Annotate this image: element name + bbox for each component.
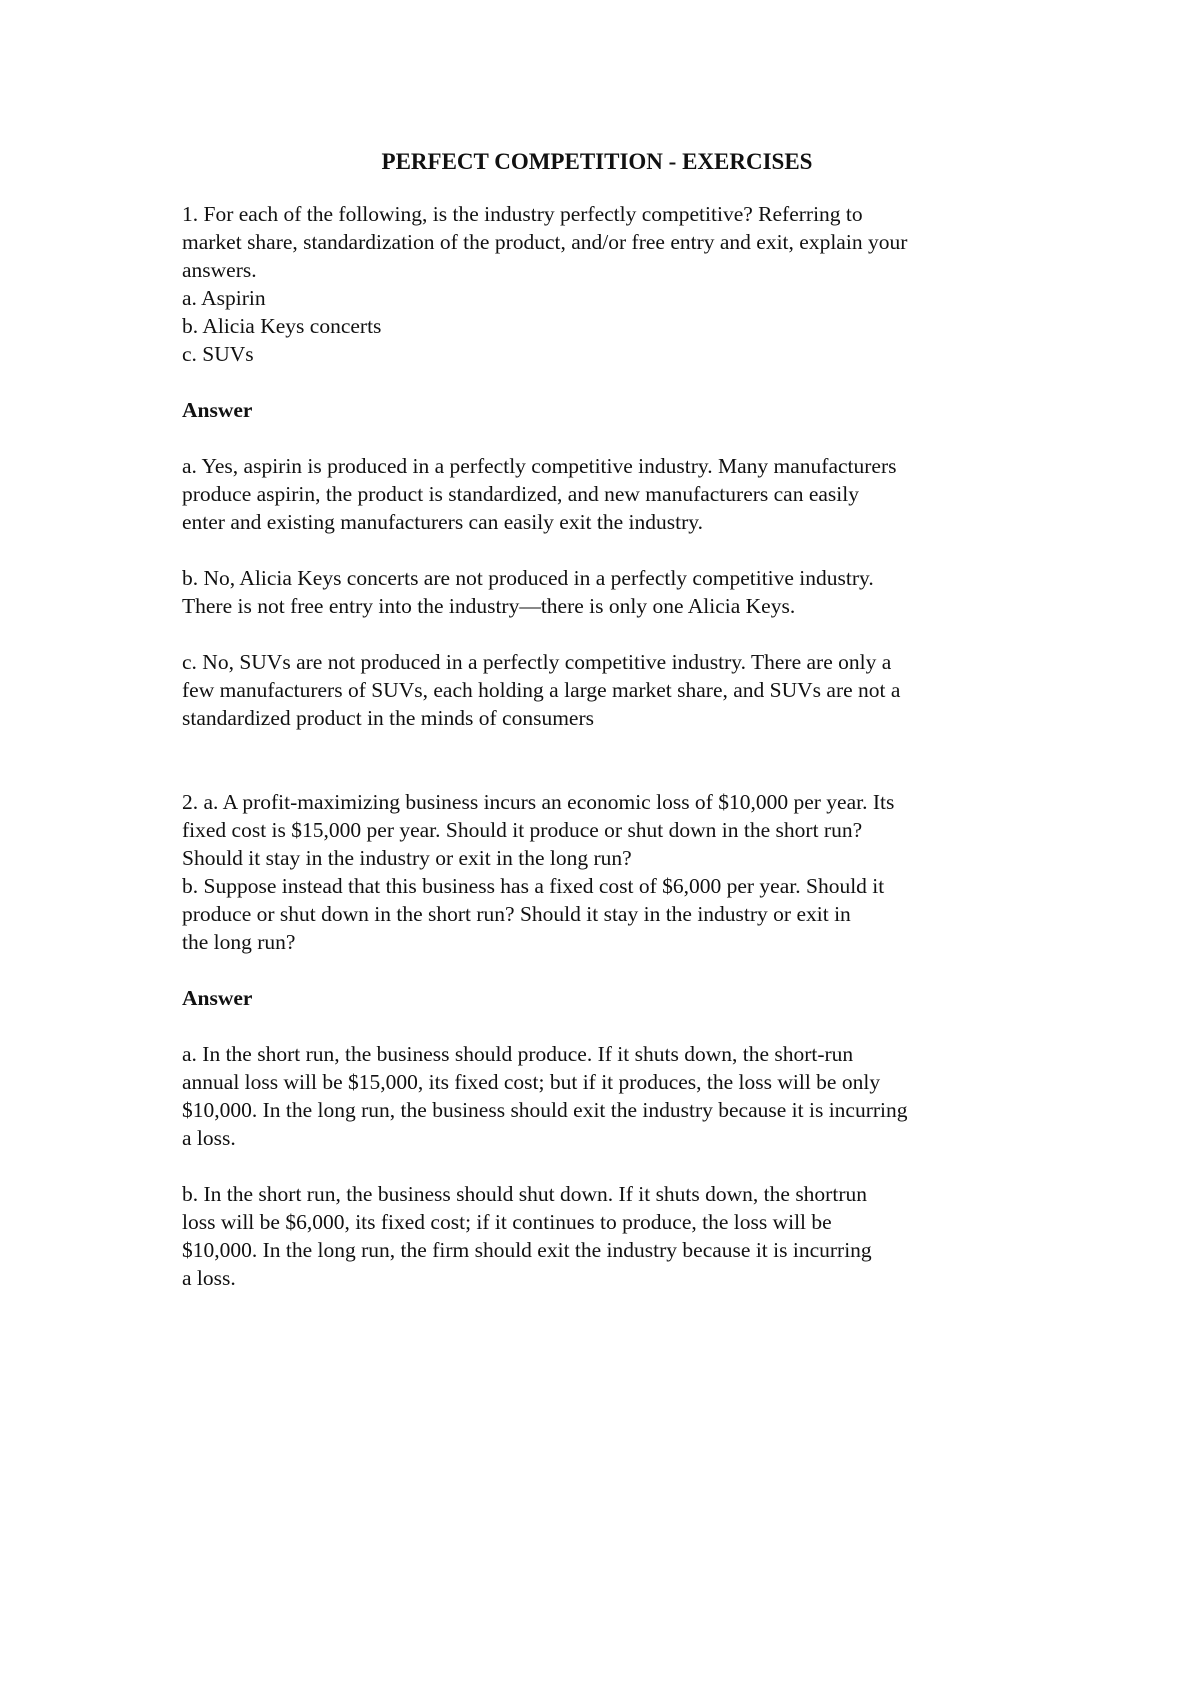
answer-2b (182, 1180, 1012, 1292)
document-title: PERFECT COMPETITION - EXERCISES (381, 149, 813, 174)
answer-line: enter and existing manufacturers can easily exit the industry. (182, 510, 703, 534)
question-2-line: produce or shut down in the short run? Should it stay in the industry or exit in (182, 902, 851, 926)
answer-1a (182, 452, 1012, 536)
answer-line: loss will be $6,000, its fixed cost; if it continues to produce, the loss will be (182, 1210, 832, 1234)
answer-2a (182, 1040, 1012, 1152)
question-1-option-c: c. SUVs (182, 342, 254, 366)
answer-line: a. Yes, aspirin is produced in a perfectly competitive industry. Many manufacturers (182, 454, 897, 478)
answer-line: b. No, Alicia Keys concerts are not produced in a perfectly competitive industry. (182, 566, 874, 590)
answer-1c (182, 648, 1012, 732)
answer-line: annual loss will be $15,000, its fixed cost; but if it produces, the loss will be only (182, 1070, 881, 1094)
answer-line: There is not free entry into the industry—there is only one Alicia Keys. (182, 594, 796, 618)
answer-line: $10,000. In the long run, the business should exit the industry because it is incurring (182, 1098, 908, 1122)
question-1-option-a: a. Aspirin (182, 286, 266, 310)
question-1-prompt (182, 200, 1012, 368)
question-2-line: the long run? (182, 930, 296, 954)
document-body (182, 148, 1012, 1292)
answer-heading-2: Answer (182, 986, 253, 1010)
question-2-line: Should it stay in the industry or exit in the long run? (182, 846, 632, 870)
answer-line: $10,000. In the long run, the firm should exit the industry because it is incurring (182, 1238, 872, 1262)
answer-heading-1: Answer (182, 398, 253, 422)
answer-line: produce aspirin, the product is standardized, and new manufacturers can easily (182, 482, 859, 506)
answer-1b (182, 564, 1012, 620)
question-2-line: 2. a. A profit-maximizing business incurs an economic loss of $10,000 per year. Its (182, 790, 895, 814)
answer-line: few manufacturers of SUVs, each holding a large market share, and SUVs are not a (182, 678, 901, 702)
question-1-line: answers. (182, 258, 257, 282)
question-1-line: 1. For each of the following, is the industry perfectly competitive? Referring to (182, 202, 863, 226)
answer-line: a. In the short run, the business should produce. If it shuts down, the short-run (182, 1042, 854, 1066)
question-1-option-b: b. Alicia Keys concerts (182, 314, 382, 338)
question-1-line: market share, standardization of the product, and/or free entry and exit, explain your (182, 230, 908, 254)
answer-line: a loss. (182, 1126, 236, 1150)
answer-line: a loss. (182, 1266, 236, 1290)
answer-line: c. No, SUVs are not produced in a perfectly competitive industry. There are only a (182, 650, 892, 674)
question-2-line: fixed cost is $15,000 per year. Should it produce or shut down in the short run? (182, 818, 863, 842)
answer-line: standardized product in the minds of consumers (182, 706, 594, 730)
question-2-line: b. Suppose instead that this business has a fixed cost of $6,000 per year. Should it (182, 874, 885, 898)
answer-line: b. In the short run, the business should shut down. If it shuts down, the shortrun (182, 1182, 867, 1206)
question-2-prompt (182, 788, 1012, 956)
